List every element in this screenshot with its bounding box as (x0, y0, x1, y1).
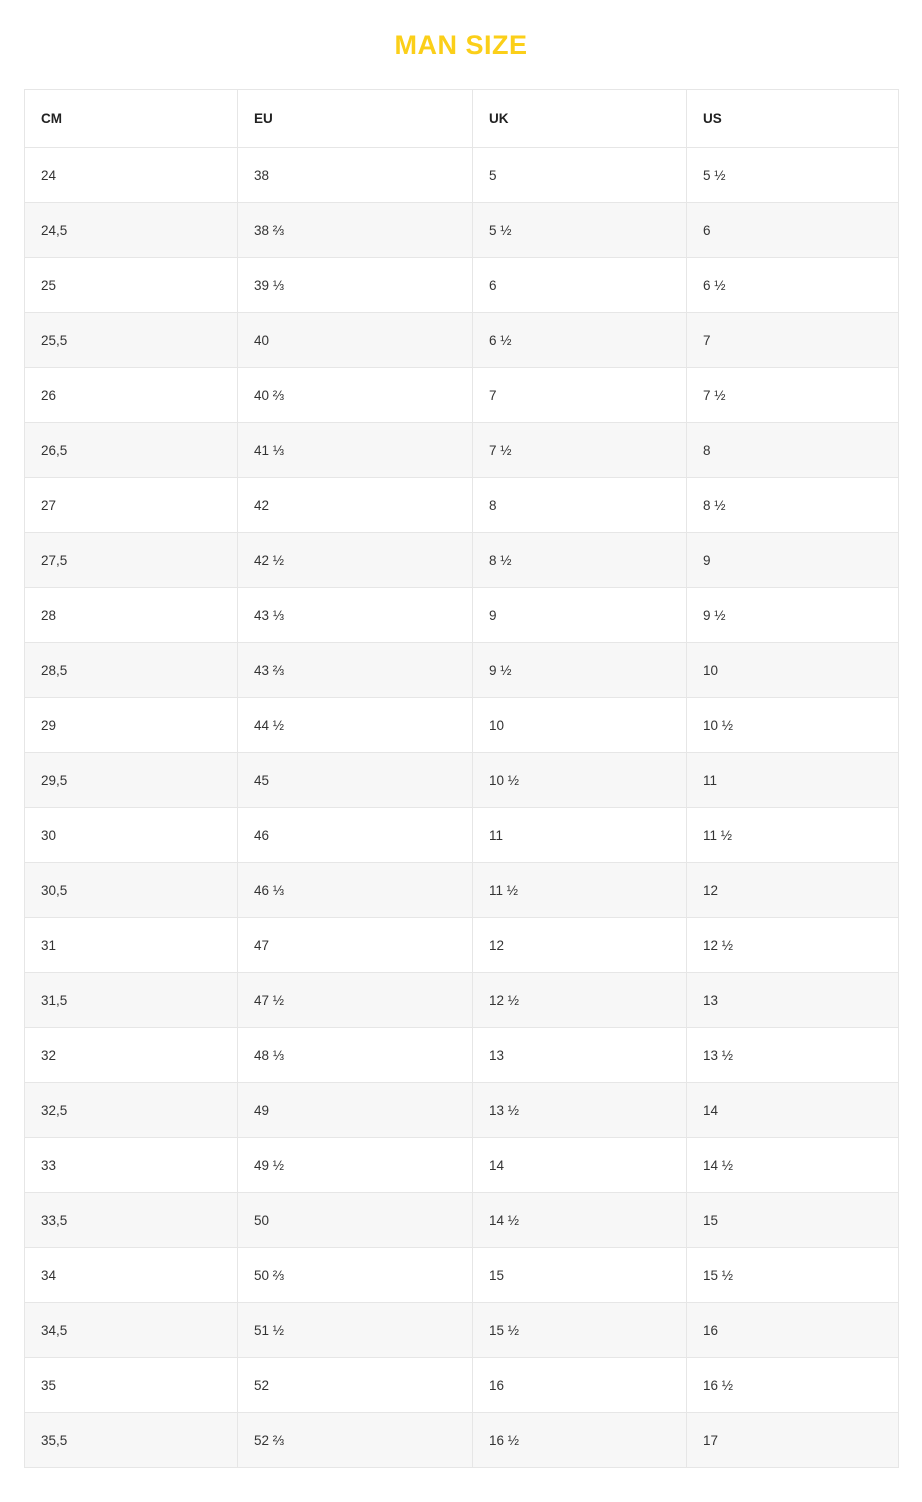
table-cell: 6 ½ (687, 258, 899, 313)
table-cell: 13 (473, 1028, 687, 1083)
table-cell: 42 (238, 478, 473, 533)
table-body (25, 148, 899, 1468)
table-cell: 30 (25, 808, 238, 863)
table-cell: 11 (473, 808, 687, 863)
table-cell: 35,5 (25, 1413, 238, 1468)
table-row (25, 698, 899, 753)
table-cell: 33 (25, 1138, 238, 1193)
table-row (25, 1028, 899, 1083)
table-cell: 34,5 (25, 1303, 238, 1358)
table-cell: 50 (238, 1193, 473, 1248)
table-cell: 39 ⅓ (238, 258, 473, 313)
table-cell: 16 (687, 1303, 899, 1358)
table-cell: 8 ½ (687, 478, 899, 533)
table-cell: 40 ⅔ (238, 368, 473, 423)
table-cell: 10 (473, 698, 687, 753)
table-row (25, 258, 899, 313)
table-cell: 11 ½ (473, 863, 687, 918)
table-cell: 26,5 (25, 423, 238, 478)
table-row (25, 533, 899, 588)
table-cell: 13 (687, 973, 899, 1028)
table-cell: 33,5 (25, 1193, 238, 1248)
table-row (25, 863, 899, 918)
table-cell: 14 (687, 1083, 899, 1138)
table-cell: 16 ½ (687, 1358, 899, 1413)
table-cell: 50 ⅔ (238, 1248, 473, 1303)
table-cell: 27,5 (25, 533, 238, 588)
table-cell: 13 ½ (687, 1028, 899, 1083)
table-cell: 16 (473, 1358, 687, 1413)
table-cell: 13 ½ (473, 1083, 687, 1138)
table-cell: 6 ½ (473, 313, 687, 368)
table-cell: 49 ½ (238, 1138, 473, 1193)
table-row (25, 203, 899, 258)
table-cell: 45 (238, 753, 473, 808)
table-cell: 9 ½ (473, 643, 687, 698)
size-conversion-table (24, 89, 899, 1468)
table-cell: 32,5 (25, 1083, 238, 1138)
table-cell: 12 ½ (687, 918, 899, 973)
table-cell: 40 (238, 313, 473, 368)
table-row (25, 1303, 899, 1358)
table-cell: 12 (687, 863, 899, 918)
column-header-cm: CM (25, 90, 238, 148)
table-cell: 5 ½ (473, 203, 687, 258)
table-cell: 6 (687, 203, 899, 258)
column-header-us: US (687, 90, 899, 148)
table-cell: 15 ½ (473, 1303, 687, 1358)
table-cell: 51 ½ (238, 1303, 473, 1358)
table-row (25, 1358, 899, 1413)
table-row (25, 368, 899, 423)
table-cell: 43 ⅓ (238, 588, 473, 643)
table-cell: 11 (687, 753, 899, 808)
table-row (25, 148, 899, 203)
table-row (25, 643, 899, 698)
table-cell: 11 ½ (687, 808, 899, 863)
table-cell: 15 (473, 1248, 687, 1303)
table-row (25, 1083, 899, 1138)
table-row (25, 1413, 899, 1468)
table-cell: 26 (25, 368, 238, 423)
table-cell: 9 (473, 588, 687, 643)
table-cell: 7 ½ (687, 368, 899, 423)
table-cell: 41 ⅓ (238, 423, 473, 478)
size-table-container (24, 89, 898, 1468)
table-cell: 16 ½ (473, 1413, 687, 1468)
table-cell: 9 ½ (687, 588, 899, 643)
table-cell: 15 (687, 1193, 899, 1248)
table-cell: 10 ½ (687, 698, 899, 753)
table-cell: 8 (687, 423, 899, 478)
table-cell: 42 ½ (238, 533, 473, 588)
table-cell: 7 (687, 313, 899, 368)
table-cell: 49 (238, 1083, 473, 1138)
table-cell: 14 ½ (687, 1138, 899, 1193)
table-cell: 29,5 (25, 753, 238, 808)
table-cell: 7 ½ (473, 423, 687, 478)
table-cell: 6 (473, 258, 687, 313)
table-cell: 10 ½ (473, 753, 687, 808)
table-cell: 25 (25, 258, 238, 313)
table-cell: 48 ⅓ (238, 1028, 473, 1083)
table-cell: 31,5 (25, 973, 238, 1028)
table-cell: 31 (25, 918, 238, 973)
table-cell: 24 (25, 148, 238, 203)
column-header-eu: EU (238, 90, 473, 148)
table-cell: 8 ½ (473, 533, 687, 588)
table-row (25, 313, 899, 368)
table-cell: 30,5 (25, 863, 238, 918)
table-cell: 10 (687, 643, 899, 698)
table-row (25, 423, 899, 478)
table-cell: 32 (25, 1028, 238, 1083)
page-title: MAN SIZE (394, 30, 528, 60)
table-row (25, 808, 899, 863)
table-cell: 25,5 (25, 313, 238, 368)
table-cell: 47 (238, 918, 473, 973)
table-cell: 9 (687, 533, 899, 588)
table-row (25, 1138, 899, 1193)
table-cell: 8 (473, 478, 687, 533)
table-cell: 14 ½ (473, 1193, 687, 1248)
table-row (25, 588, 899, 643)
table-cell: 7 (473, 368, 687, 423)
table-cell: 52 (238, 1358, 473, 1413)
table-row (25, 918, 899, 973)
table-row (25, 753, 899, 808)
table-row (25, 478, 899, 533)
table-cell: 28,5 (25, 643, 238, 698)
table-cell: 47 ½ (238, 973, 473, 1028)
table-cell: 46 (238, 808, 473, 863)
table-cell: 44 ½ (238, 698, 473, 753)
table-cell: 12 (473, 918, 687, 973)
table-cell: 14 (473, 1138, 687, 1193)
table-cell: 46 ⅓ (238, 863, 473, 918)
table-cell: 38 (238, 148, 473, 203)
table-cell: 28 (25, 588, 238, 643)
table-header-row (25, 90, 899, 148)
column-header-uk: UK (473, 90, 687, 148)
table-cell: 35 (25, 1358, 238, 1413)
table-cell: 24,5 (25, 203, 238, 258)
table-header (25, 90, 899, 148)
table-row (25, 973, 899, 1028)
table-cell: 29 (25, 698, 238, 753)
table-cell: 34 (25, 1248, 238, 1303)
table-cell: 52 ⅔ (238, 1413, 473, 1468)
table-cell: 5 (473, 148, 687, 203)
table-row (25, 1248, 899, 1303)
table-row (25, 1193, 899, 1248)
table-cell: 12 ½ (473, 973, 687, 1028)
table-cell: 17 (687, 1413, 899, 1468)
table-cell: 27 (25, 478, 238, 533)
table-cell: 15 ½ (687, 1248, 899, 1303)
table-cell: 43 ⅔ (238, 643, 473, 698)
table-cell: 5 ½ (687, 148, 899, 203)
table-cell: 38 ⅔ (238, 203, 473, 258)
